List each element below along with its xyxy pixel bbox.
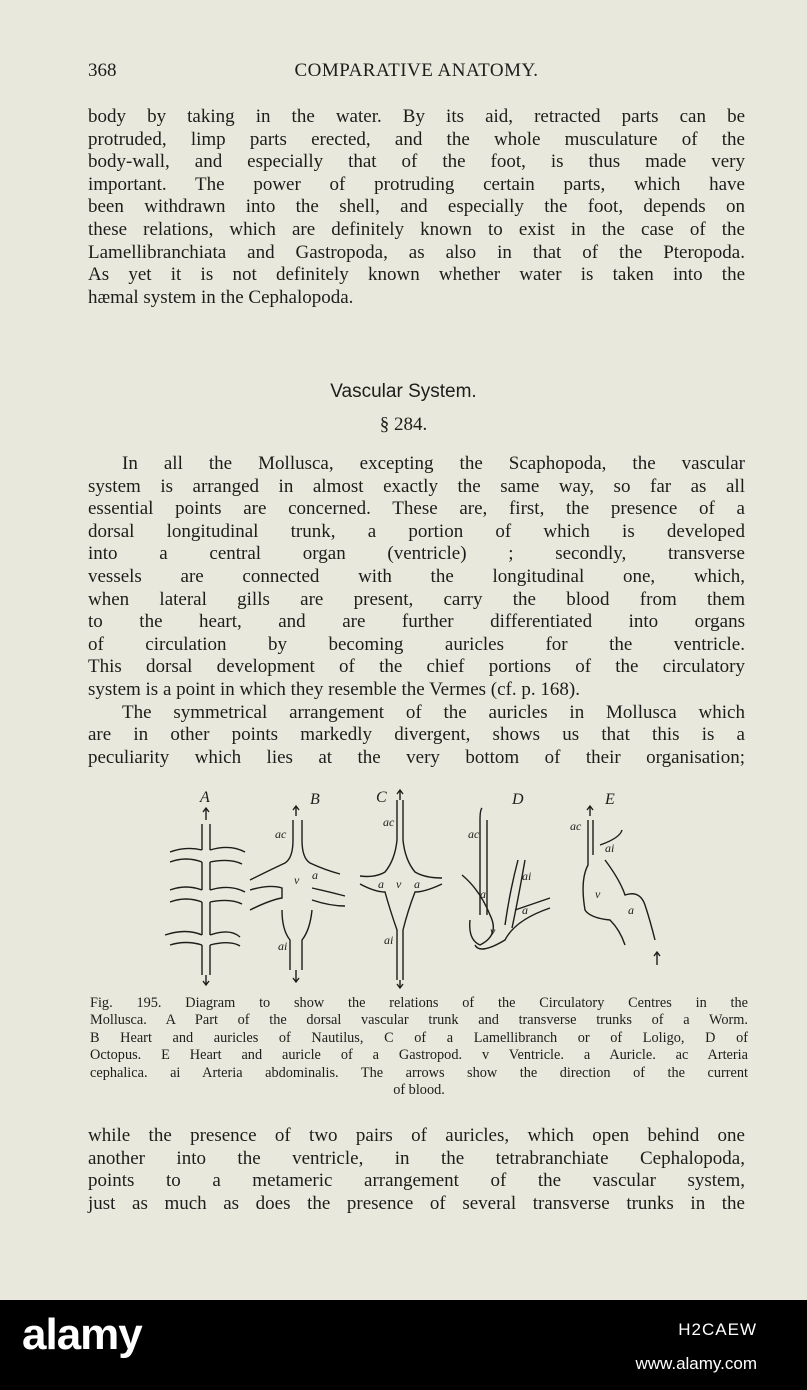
panel-label-d: D — [512, 791, 524, 808]
label-ac: ac — [275, 827, 287, 841]
paragraph-2 — [88, 453, 745, 769]
panel-label-a: A — [200, 789, 210, 806]
label-ac: ac — [570, 819, 582, 833]
text-line: Lamellibranchiata and Gastropoda, as also in that of the Pteropoda. — [88, 241, 745, 263]
page-header — [88, 60, 745, 84]
label-ai: ai — [605, 841, 615, 855]
site-url: www.alamy.com — [635, 1354, 757, 1373]
caption-line: Mollusca. A Part of the dorsal vascular trunk and transverse trunks of a Worm. — [90, 1012, 748, 1029]
text-line: into a central organ (ventricle) ; secondly, transverse — [88, 543, 745, 565]
text-line: while the presence of two pairs of auricles, which open behind one — [88, 1125, 745, 1146]
caption-line: Octopus. E Heart and auricle of a Gastropod. v Ventricle. a Auricle. ac Arteria — [90, 1047, 748, 1064]
diagram-a-worm-trunk — [165, 808, 245, 985]
label-v: v — [595, 887, 601, 901]
figure-caption — [90, 995, 748, 1099]
text-line: when lateral gills are present, carry the blood from them — [88, 588, 745, 610]
text-line: hæmal system in the Cephalopoda. — [88, 286, 354, 308]
label-v: v — [490, 924, 496, 938]
paragraph-4 — [88, 1125, 745, 1215]
text-line: protruded, limp parts erected, and the whole musculature of the — [88, 128, 745, 150]
page-number: 368 — [88, 60, 117, 81]
label-v: v — [396, 877, 402, 891]
text-line: are in other points markedly divergent, shows us that this is a — [88, 724, 745, 746]
diagram-e-gastropod — [583, 806, 660, 965]
text-line: dorsal longitudinal trunk, a portion of which is developed — [88, 520, 745, 542]
label-a: a — [312, 868, 318, 882]
label-a: a — [522, 903, 528, 917]
text-line: to the heart, and are further differentiated into organs — [88, 611, 745, 633]
label-a: a — [378, 877, 384, 891]
panel-label-e: E — [605, 791, 615, 808]
text-line: another into the ventricle, in the tetrabranchiate Cephalopoda, — [88, 1147, 745, 1169]
text-line: The symmetrical arrangement of the auricles in Mollusca which — [122, 701, 745, 723]
text-line: important. The power of protruding certain parts, which have — [88, 173, 745, 195]
text-line: system is arranged in almost exactly the same way, so far as all — [88, 475, 745, 497]
label-a: a — [414, 877, 420, 891]
caption-line: cephalica. ai Arteria abdominalis. The arrows show the direction of the current — [90, 1064, 748, 1081]
label-ai: ai — [522, 869, 532, 883]
panel-label-c: C — [376, 789, 387, 806]
running-title: COMPARATIVE ANATOMY. — [294, 60, 539, 81]
caption-line: of blood. — [393, 1081, 445, 1098]
section-number: § 284. — [379, 414, 428, 435]
text-line: essential points are concerned. These are, first, the presence of a — [88, 498, 745, 520]
text-line: peculiarity which lies at the very bottom of their organisation; — [88, 746, 745, 768]
label-a: a — [628, 903, 634, 917]
text-line: body-wall, and especially that of the foot, is thus made very — [88, 151, 745, 173]
text-line: system is a point in which they resemble the Vermes (cf. p. 168). — [88, 678, 580, 700]
section-heading: Vascular System. — [330, 381, 477, 402]
text-line: In all the Mollusca, excepting the Scaphopoda, the vascular — [122, 453, 745, 474]
label-v: v — [294, 873, 300, 887]
text-line: been withdrawn into the shell, and especially the foot, depends on — [88, 196, 745, 218]
label-ai: ai — [278, 939, 288, 953]
caption-line: B Heart and auricles of Nautilus, C of a Lamellibranch or of Loligo, D of — [90, 1029, 748, 1046]
text-line: This dorsal development of the chief portions of the circulatory — [88, 656, 745, 678]
text-line: just as much as does the presence of several transverse trunks in the — [88, 1192, 745, 1214]
alamy-logo: alamy — [22, 1310, 142, 1359]
top-paragraph — [88, 106, 745, 309]
label-ac: ac — [468, 827, 480, 841]
caption-line: Fig. 195. Diagram to show the relations of the Circulatory Centres in the — [90, 995, 748, 1011]
label-ai: ai — [384, 933, 394, 947]
image-id: H2CAEW — [678, 1320, 757, 1339]
label-a: a — [480, 887, 486, 901]
text-line: As yet it is not definitely known whether water is taken into the — [88, 264, 745, 286]
text-line: these relations, which are definitely known to exist in the case of the — [88, 218, 745, 240]
text-line: points to a metameric arrangement of the vascular system, — [88, 1170, 745, 1192]
text-line: of circulation by becoming auricles for the ventricle. — [88, 633, 745, 655]
watermark-bar — [0, 1300, 807, 1390]
text-line: vessels are connected with the longitudinal one, which, — [88, 565, 745, 587]
text-line: body by taking in the water. By its aid, retracted parts can be — [88, 106, 745, 127]
circulation-diagram — [150, 780, 700, 990]
diagram-b-nautilus — [250, 806, 345, 982]
label-ac: ac — [383, 815, 395, 829]
panel-label-b: B — [310, 791, 320, 808]
